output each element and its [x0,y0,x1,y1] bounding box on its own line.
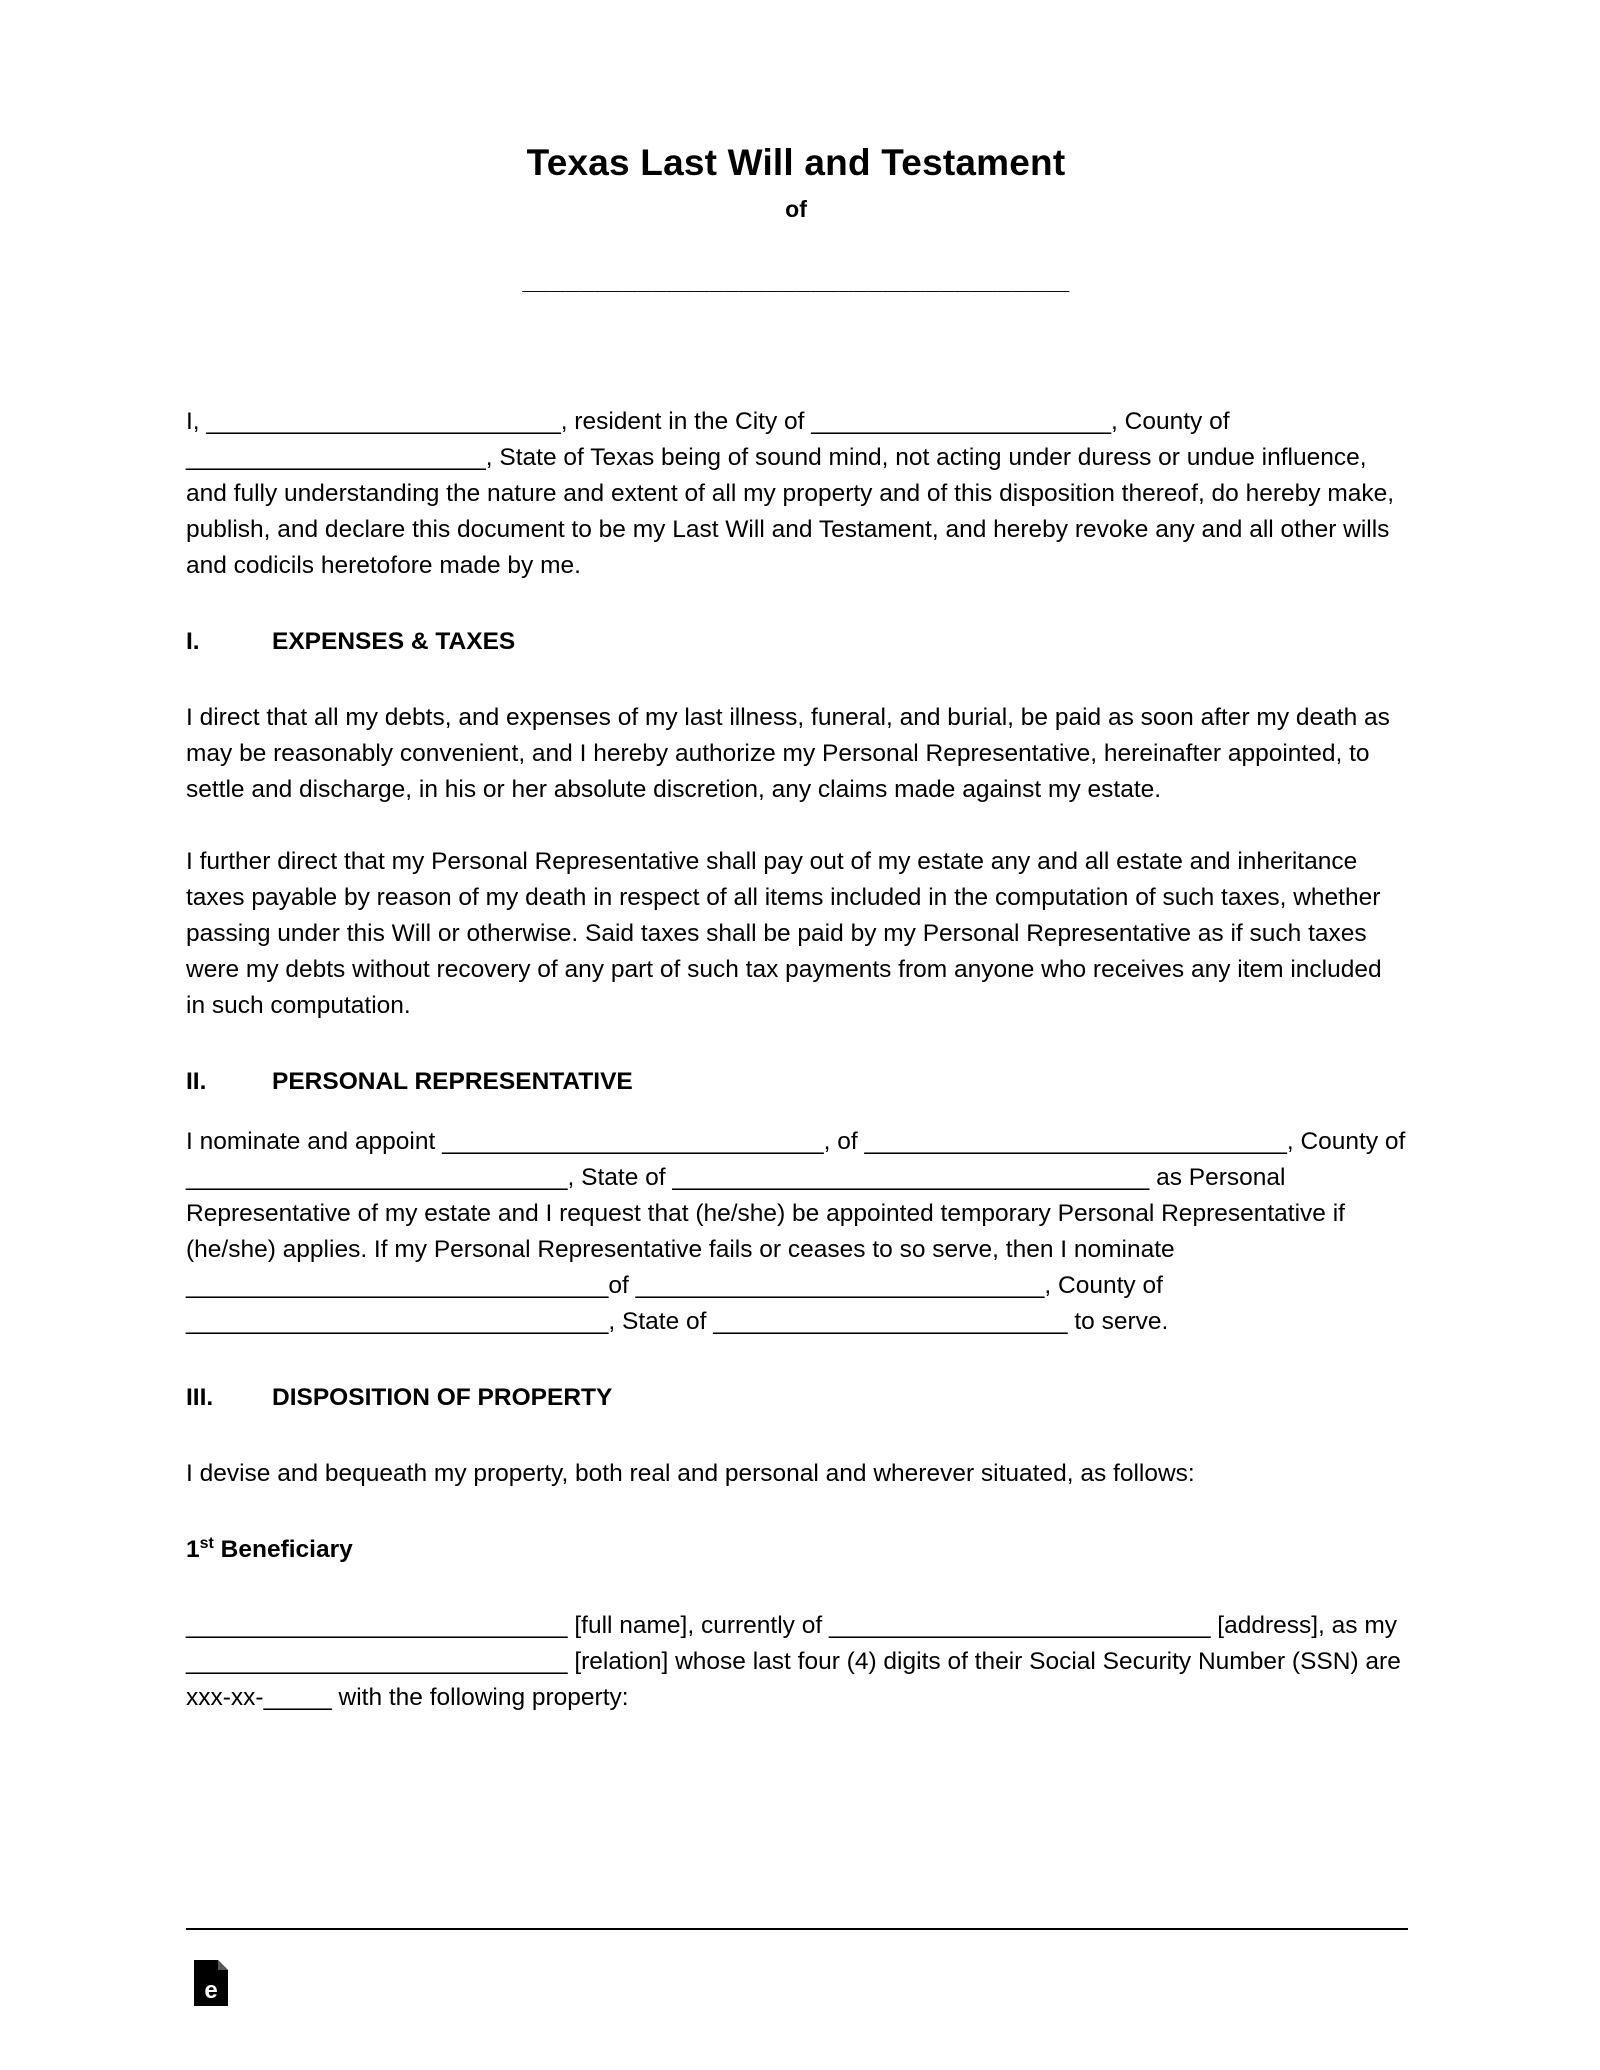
spacer [186,1492,1406,1536]
footer-divider [186,1928,1408,1930]
section-title: DISPOSITION OF PROPERTY [272,1384,613,1411]
section-number: II. [186,1068,207,1095]
intro-paragraph: I, __________________________, resident in the City of ______________________, County of ______________________, State of Texas being of sound mind, not acting under duress or undue influence, and fully understanding the nature and extent of all my property and of this disposition thereof, do hereby make, publish, and declare this document to be my Last Will and Testament, and hereby revoke any and all other wills and codicils heretofore made by me. [186,408,1395,579]
subheading-first-beneficiary [186,1536,1406,1564]
spacer [186,296,1406,404]
spacer [186,808,1406,844]
section-number: III. [186,1384,214,1411]
section-heading-personal-representative [186,1068,1406,1096]
section-1-paragraph-2: I further direct that my Personal Representative shall pay out of my estate any and all estate and inheritance taxes payable by reason of my death in respect of all items included in the computation of such taxes, whether passing under this Will or otherwise. Said taxes shall be paid by my Personal Representative as if such taxes were my debts without recovery of any part of such tax payments from anyone who receives any item included in such computation. [186,848,1382,1019]
section-number: I. [186,628,200,655]
section-heading-disposition-of-property [186,1384,1406,1412]
eforms-document-logo [192,1958,232,2008]
section-title: EXPENSES & TAXES [272,628,516,655]
spacer [186,1412,1406,1456]
page-title: Texas Last Will and Testament [526,142,1066,183]
section-title: PERSONAL REPRESENTATIVE [272,1068,633,1095]
spacer [186,1096,1406,1124]
spacer [186,1024,1406,1068]
spacer [186,584,1406,628]
subheading-ordinal-base: 1 [186,1536,200,1563]
section-3-paragraph-1: I devise and bequeath my property, both real and personal and wherever situated, as follows: [186,1460,1195,1487]
spacer [186,656,1406,700]
spacer [186,1564,1406,1608]
page-subtitle: of [785,196,807,222]
testator-name-blank: ______________________________________ [522,267,1070,295]
spacer [186,1340,1406,1384]
svg-text:e: e [204,1977,218,2004]
section-2-paragraph-1: I nominate and appoint ____________________________, of _______________________________, County of ____________________________, State of ___________________________________ as Personal Representative of my estate and I request that (he/she) be appointed temporary Personal Representative if (he/she) applies. If my Personal Representative fails or ceases to so serve, then I nominate _______________________________of ______________________________, County of _______________________________, State of __________________________ to serve. [186,1128,1406,1335]
beneficiary-fill-in-paragraph: ____________________________ [full name], currently of ____________________________ [address], as my ____________________________ [relation] whose last four (4) digits of their Social Security Number (SSN) are xxx-xx-_____ with the following property: [186,1612,1401,1711]
section-1-paragraph-1: I direct that all my debts, and expenses of my last illness, funeral, and burial, be paid as soon after my death as may be reasonably convenient, and I hereby authorize my Personal Representative, hereinafter appointed, to settle and discharge, in his or her absolute discretion, any claims made against my estate. [186,704,1390,803]
document-content [186,0,1406,1716]
subheading-ordinal-suffix: st [199,1534,214,1552]
subheading-rest: Beneficiary [213,1536,353,1563]
section-heading-expenses-taxes [186,628,1406,656]
